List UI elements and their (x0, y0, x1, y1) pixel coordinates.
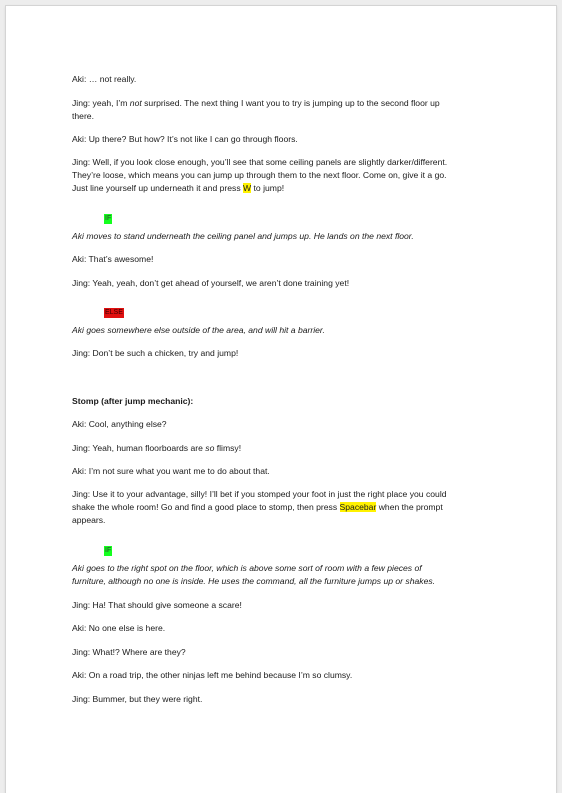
text-run: to jump! (251, 183, 285, 193)
text-run: shake the whole room! Go and find a good place to stomp, then press (72, 502, 340, 512)
dialogue-line: Aki: … not really. (72, 74, 137, 84)
text-run: when the prompt (376, 502, 443, 512)
dialogue-line-cont (72, 182, 502, 195)
else-label: ELSE (105, 309, 123, 316)
dialogue-line: Aki: No one else is here. (72, 623, 166, 633)
dialogue-line-cont: They’re loose, which means you can jump up through them to the next floor. Come on, give it a go. (72, 170, 447, 180)
dialogue-line: Jing: What!? Where are they? (72, 647, 186, 657)
dialogue-line: Jing: Don’t be such a chicken, try and jump! (72, 348, 239, 358)
action-line: Aki goes to the right spot on the floor, which is above some sort of room with a few pieces of (72, 563, 422, 573)
dialogue-line: Jing: Well, if you look close enough, you’ll see that some ceiling panels are slightly darker/different. (72, 157, 448, 167)
text-run: flimsy! (214, 443, 242, 453)
italic-run: so (205, 443, 215, 453)
dialogue-line: Aki: Cool, anything else? (72, 419, 167, 429)
dialogue-line: Aki: I’m not sure what you want me to do about that. (72, 466, 270, 476)
text-run: Just line yourself up underneath it and press (72, 183, 244, 193)
text-run: surprised. The next thing I want you to try is jumping up to the second floor up (141, 98, 440, 108)
dialogue-line-cont (72, 501, 502, 514)
dialogue-line: Aki: Up there? But how? It’s not like I can go through floors. (72, 134, 298, 144)
dialogue-line-cont: there. (72, 111, 94, 121)
action-line-cont: furniture, although no one is inside. He uses the command, all the furniture jumps up or shakes. (72, 576, 436, 586)
if-label: IF (105, 547, 112, 554)
italic-run: not (129, 98, 142, 108)
else-marker (104, 301, 124, 319)
dialogue-line: Jing: Bummer, but they were right. (72, 694, 203, 704)
section-heading: Stomp (after jump mechanic): (72, 396, 194, 406)
dialogue-line: Jing: Ha! That should give someone a scare! (72, 600, 242, 610)
action-line: Aki moves to stand underneath the ceiling panel and jumps up. He lands on the next floor. (72, 231, 414, 241)
dialogue-line (72, 442, 502, 455)
dialogue-line: Jing: Yeah, yeah, don’t get ahead of yourself, we aren’t done training yet! (72, 278, 350, 288)
action-line: Aki goes somewhere else outside of the area, and will hit a barrier. (72, 325, 325, 335)
text-run: Jing: Yeah, human floorboards are (72, 443, 206, 453)
dialogue-line-cont: appears. (72, 515, 106, 525)
document-page (6, 6, 556, 793)
dialogue-line: Aki: On a road trip, the other ninjas left me behind because I’m so clumsy. (72, 670, 353, 680)
if-marker (104, 207, 112, 225)
dialogue-line (72, 97, 502, 110)
if-marker (104, 539, 112, 557)
dialogue-line: Jing: Use it to your advantage, silly! I’ll bet if you stomped your foot in just the right place you could (72, 489, 447, 499)
if-label: IF (105, 215, 112, 222)
key-highlight: Spacebar (339, 502, 377, 512)
key-highlight: W (243, 183, 252, 193)
dialogue-line: Aki: That’s awesome! (72, 254, 154, 264)
text-run: Jing: yeah, I’m (72, 98, 130, 108)
